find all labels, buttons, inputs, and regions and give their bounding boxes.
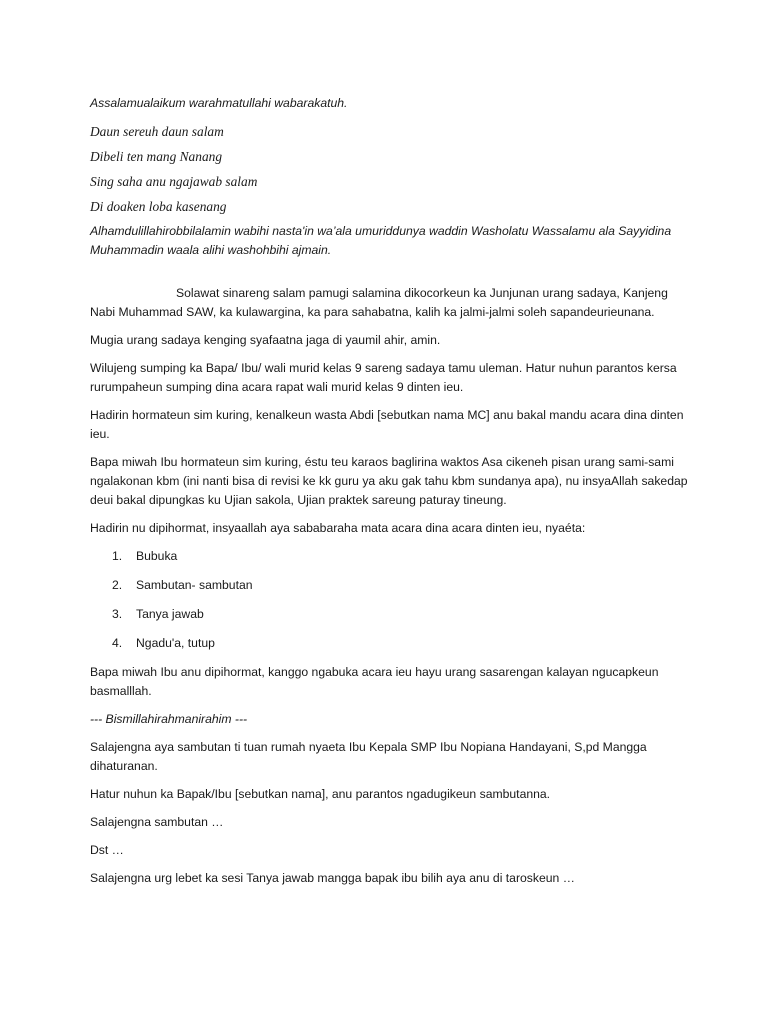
list-item-label: Bubuka xyxy=(136,549,178,563)
paragraph-hatur-nuhun: Hatur nuhun ka Bapak/Ibu [sebutkan nama], anu parantos ngadugikeun sambutanna. xyxy=(90,787,551,801)
list-item xyxy=(90,576,690,595)
paragraph-wilujeng: Wilujeng sumping ka Bapa/ Ibu/ wali murid kelas 9 sareng sadaya tamu uleman. Hatur nuhun parantos kersa rurumpaheun sumping dina acara rapat wali murid kelas 9 dinten ieu. xyxy=(90,361,677,394)
paragraph-sambutan-kepsek: Salajengna aya sambutan ti tuan rumah nyaeta Ibu Kepala SMP Ibu Nopiana Handayani, S,pd Mangga dihaturanan. xyxy=(90,740,647,773)
paragraph-tanya-jawab: Salajengna urg lebet ka sesi Tanya jawab mangga bapak ibu bilih aya anu di taroskeun … xyxy=(90,871,575,885)
document-page xyxy=(90,92,690,897)
poem-line: Daun sereuh daun salam xyxy=(90,124,224,139)
paragraph-salajengna: Salajengna sambutan … xyxy=(90,815,224,829)
list-item xyxy=(90,634,690,653)
list-item xyxy=(90,605,690,624)
paragraph-solawat: Solawat sinareng salam pamugi salamina dikocorkeun ka Junjunan urang sadaya, Kanjeng Nabi Muhammad SAW, ka kulawargina, ka para sahabatna, kalih ka jalmi-jalmi soleh sapandeurieunana. xyxy=(90,286,668,319)
list-item-number: 3. xyxy=(112,607,123,621)
opening-poem xyxy=(90,122,690,216)
list-item-number: 2. xyxy=(112,578,123,592)
agenda-list xyxy=(90,547,690,653)
opening-prayer: Alhamdulillahirobbilalamin wabihi nasta'in wa’ala umuriddunya waddin Washolatu Wassalamu ala Sayyidina Muhammadin waala alihi washohbihi ajmain. xyxy=(90,224,672,257)
paragraph-bismillah: --- Bismillahirahmanirahim --- xyxy=(90,712,248,726)
greeting: Assalamualaikum warahmatullahi wabarakatuh. xyxy=(90,96,348,110)
list-item-label: Sambutan- sambutan xyxy=(136,578,253,592)
paragraph-mc-intro: Hadirin hormateun sim kuring, kenalkeun wasta Abdi [sebutkan nama MC] anu bakal mandu acara dina dinten ieu. xyxy=(90,408,684,441)
paragraph-agenda-intro: Hadirin nu dipihormat, insyaallah aya sababaraha mata acara dina acara dinten ieu, nyaéta: xyxy=(90,521,586,535)
paragraph-dst: Dst … xyxy=(90,843,124,857)
paragraph-basmallah-call: Bapa miwah Ibu anu dipihormat, kanggo ngabuka acara ieu hayu urang sasarengan kalayan ngucapkeun basmalllah. xyxy=(90,665,659,698)
paragraph-waktos: Bapa miwah Ibu hormateun sim kuring, éstu teu karaos baglirina waktos Asa cikeneh pisan urang sami-sami ngalakonan kbm (ini nanti bisa di revisi ke kk guru ya aku gak tahu kbm sundanya apa), nu insyaAllah sakedap deui bakal dipungkas ku Ujian sakola, Ujian praktek sareung paturay tineung. xyxy=(90,455,688,507)
list-item-label: Ngadu'a, tutup xyxy=(136,636,215,650)
poem-line: Di doaken loba kasenang xyxy=(90,199,227,214)
list-item-label: Tanya jawab xyxy=(136,607,204,621)
list-item-number: 1. xyxy=(112,549,123,563)
list-item xyxy=(90,547,690,566)
poem-line: Sing saha anu ngajawab salam xyxy=(90,174,258,189)
poem-line: Dibeli ten mang Nanang xyxy=(90,149,223,164)
paragraph-syafaat: Mugia urang sadaya kenging syafaatna jaga di yaumil ahir, amin. xyxy=(90,333,441,347)
list-item-number: 4. xyxy=(112,636,123,650)
